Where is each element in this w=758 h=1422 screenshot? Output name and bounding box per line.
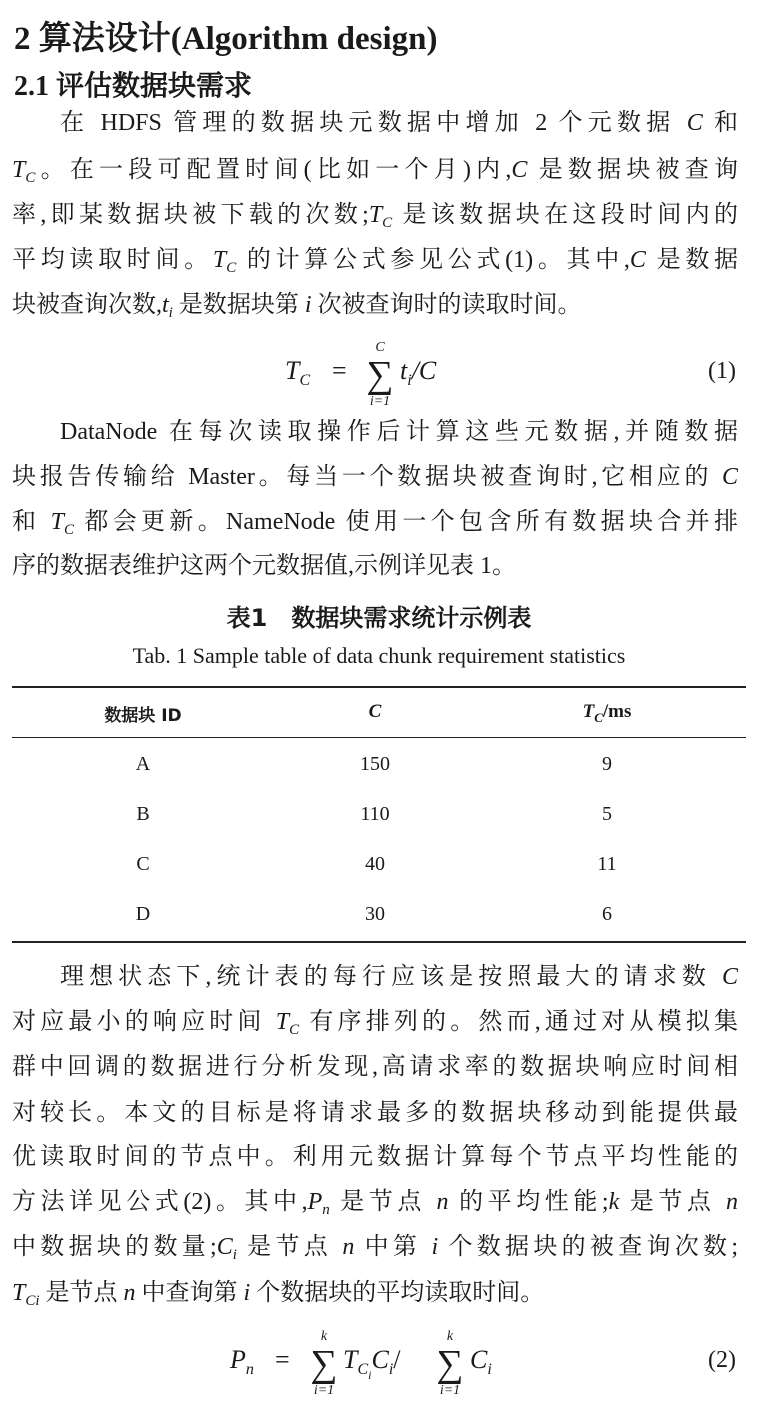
table-cell: 11: [597, 853, 617, 875]
eq2-number: (2): [708, 1347, 736, 1373]
table-cell: C: [136, 853, 150, 875]
text-line: [12, 101, 738, 146]
table-cell: 5: [602, 803, 612, 825]
text-run: 块被查询次数,: [12, 292, 162, 318]
math-symbol: C: [686, 110, 703, 136]
math-symbol: C: [629, 247, 646, 273]
math-symbol: $T_C$: [368, 202, 393, 231]
text-run: 都会更新。NameNode 使用一个包含所有数据块合并排: [74, 509, 738, 535]
math-symbol: i: [431, 1234, 439, 1260]
subsection-heading: 2.1 评估数据块需求: [14, 71, 253, 102]
eq1-summation: C ∑ i=1: [366, 340, 394, 409]
text-run: 是节点: [39, 1280, 124, 1306]
header-c: C: [368, 701, 382, 722]
eq2-summation-1: k ∑ i=1: [310, 1329, 338, 1398]
text-line: [12, 410, 738, 455]
text-line: [12, 1180, 738, 1225]
text-run: 率,即某数据块被下载的次数;: [12, 202, 369, 228]
math-symbol: k: [608, 1189, 620, 1215]
eq2-equals: =: [275, 1345, 290, 1374]
table-caption-cn: 表1 数据块需求统计示例表: [226, 604, 532, 632]
text-run: 理想状态下,统计表的每行应该是按照最大的请求数: [60, 964, 722, 990]
text-run: 次被查询时的读取时间。: [311, 292, 582, 318]
math-symbol: $C_i$: [216, 1234, 237, 1263]
text-run: 对应最小的响应时间: [12, 1009, 276, 1035]
text-run: 方法详见公式(2)。其中,: [12, 1189, 308, 1215]
table-cell: 40: [365, 853, 385, 875]
math-symbol: i: [304, 292, 312, 318]
text-run: 序的数据表维护这两个元数据值,示例详见表 1。: [12, 553, 516, 579]
text-run: 是数据: [645, 247, 738, 273]
text-line: [12, 283, 738, 328]
text-run: 是节点: [329, 1189, 437, 1215]
eq1-number: (1): [708, 358, 736, 384]
table-header-rule: [12, 737, 746, 738]
text-run: 是节点: [619, 1189, 727, 1215]
text-run: 对较长。本文的目标是将请求最多的数据块移动到能提供最: [12, 1100, 738, 1126]
eq2-numerator: $T_{C_i}C_i/$: [343, 1345, 401, 1382]
text-run: 个数据块的平均读取时间。: [250, 1280, 545, 1306]
text-run: 块报告传输给 Master。每当一个数据块被查询时,它相应的: [12, 464, 722, 490]
text-run: 和: [12, 509, 51, 535]
math-symbol: $T_C$: [50, 509, 75, 538]
eq1-lhs: $T_C$: [285, 356, 311, 389]
text-line: [12, 455, 738, 500]
text-run: 和: [702, 110, 738, 136]
text-run: 是数据块第: [172, 292, 305, 318]
text-line: [12, 1000, 738, 1045]
math-symbol: $P_n$: [307, 1189, 330, 1218]
text-line: [12, 1135, 738, 1180]
table-cell: A: [135, 753, 151, 775]
table-top-rule: [12, 686, 746, 688]
text-run: 的平均性能;: [448, 1189, 609, 1215]
text-line: [12, 238, 738, 283]
math-symbol: C: [721, 464, 738, 490]
text-run: 是该数据块在这段时间内的: [392, 202, 738, 228]
text-run: 中数据块的数量;: [12, 1234, 217, 1260]
math-symbol: $T_C$: [275, 1009, 300, 1038]
table-cell: B: [136, 803, 150, 825]
eq2-summation-2: k ∑ i=1: [436, 1329, 464, 1398]
text-run: 是数据块被查询: [527, 157, 738, 183]
math-symbol: C: [721, 964, 738, 990]
text-run: DataNode 在每次读取操作后计算这些元数据,并随数据: [60, 419, 738, 445]
eq2-lhs: $P_n$: [230, 1345, 254, 1378]
table-cell: 6: [602, 903, 612, 925]
header-chunk-id: 数据块 ID: [104, 706, 182, 726]
text-line: [12, 955, 738, 1000]
math-symbol: n: [123, 1280, 136, 1306]
text-run: 中第: [354, 1234, 432, 1260]
math-symbol: $t_i$: [162, 292, 173, 321]
text-run: 有序排列的。然而,通过对从模拟集: [299, 1009, 738, 1035]
text-run: 群中回调的数据进行分析发现,高请求率的数据块响应时间相: [12, 1054, 738, 1080]
text-run: 个数据块的被查询次数;: [438, 1234, 738, 1260]
table-cell: 9: [602, 753, 612, 775]
text-run: 中查询第: [135, 1280, 244, 1306]
math-symbol: n: [436, 1189, 449, 1215]
text-run: 的计算公式参见公式(1)。其中,: [236, 247, 630, 273]
text-line: [12, 1225, 738, 1270]
text-line: [12, 544, 738, 589]
math-symbol: C: [511, 157, 528, 183]
text-line: [12, 500, 738, 545]
table-cell: 150: [360, 753, 390, 775]
math-symbol: $T_{Ci}$: [12, 1280, 40, 1309]
text-line: [12, 1271, 738, 1316]
table-caption-en: Tab. 1 Sample table of data chunk requirement statistics: [132, 643, 626, 668]
math-symbol: i: [243, 1280, 251, 1306]
math-symbol: $T_C$: [212, 247, 237, 276]
text-run: 优读取时间的节点中。利用元数据计算每个节点平均性能的: [12, 1144, 738, 1170]
eq2-denominator: $C_i$: [470, 1345, 492, 1378]
table-bottom-rule: [12, 941, 746, 943]
text-run: 是节点: [236, 1234, 343, 1260]
header-tc: $T_C/ms$: [582, 701, 632, 725]
text-line: [12, 148, 738, 193]
section-heading: 2 算法设计(Algorithm design): [14, 21, 438, 57]
eq1-equals: =: [332, 356, 347, 385]
eq1-body: $t_i/C$: [400, 356, 437, 389]
table-cell: 110: [360, 803, 390, 825]
text-run: 在 HDFS 管理的数据块元数据中增加 2 个元数据: [60, 110, 687, 136]
math-symbol: n: [342, 1234, 355, 1260]
table-cell: D: [135, 903, 151, 925]
math-symbol: $T_C$: [12, 157, 36, 186]
table-cell: 30: [365, 903, 385, 925]
text-run: 。在一段可配置时间(比如一个月)内,: [35, 157, 512, 183]
math-symbol: n: [726, 1189, 738, 1215]
text-run: 平均读取时间。: [12, 247, 213, 273]
text-line: [12, 193, 738, 238]
text-line: [12, 1045, 738, 1090]
text-line: [12, 1091, 738, 1136]
